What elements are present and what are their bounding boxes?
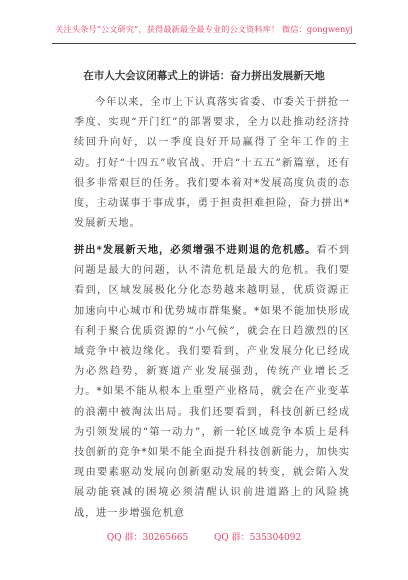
paragraph-1: 今年以来，全市上下认真落实省委、市委关于拼抢一季度、实现“开门红”的部署要求，全力以赴推动经济持续回升向好，以一季度良好开局赢得了全年工作的主动。打好“十四五”收官战、开启“十五五”新篇章，还有很多非常艰巨的任务。我们要本着对*发展高度负责的态度，主动谋事于事成事，勇于担责担难担险，奋力拼出*发展新天地。 — [74, 97, 351, 230]
paragraph-2-body: 看不到问题是最大的问题，认不清危机是最大的危机。我们要看到，区域发展极化分化态势越来越明显，优质资源正加速向中心城市和优势城市群集聚。*如果不能加快形成有利于聚合优质资源的“小气候”，就会在日趋激烈的区域竞争中被边缘化。我们要看到，产业发展分化已经成为必然趋势，新赛道产业发展强劲，传统产业增长乏力。*如果不能从根本上重塑产业格局，就会在产业变革的浪潮中被淘汰出局。我们还要看到，科技创新已经成为引领发展的“第一动力”，新一轮区域竞争本质上是科技创新的竞争*如果不能全面提升科技创新能力，加快实现由要素驱动发展向创新驱动发展的转变，就会陷入发展动能衰减的困境必须清醒认识前进道路上的风险挑战，进一步增强危机意 — [74, 245, 350, 519]
header-divider — [52, 43, 356, 44]
document-title: 在市人大会议闭幕式上的讲话：奋力拼出发展新天地 — [83, 70, 325, 82]
footer-qq-group-1: QQ 群：30265665 — [106, 533, 189, 543]
paragraph-2 — [74, 240, 350, 524]
footer-qq-group-2: QQ 群：535304092 — [214, 533, 302, 543]
footer-qq-groups — [0, 532, 408, 544]
paragraph-2-lead: 拼出*发展新天地，必须增强不进则退的危机感。 — [74, 244, 317, 256]
header-promo-note: 关注头条号“公文研究”，获得最新最全最专业的公文资料库！ 微信：gongwenyj — [55, 24, 353, 34]
